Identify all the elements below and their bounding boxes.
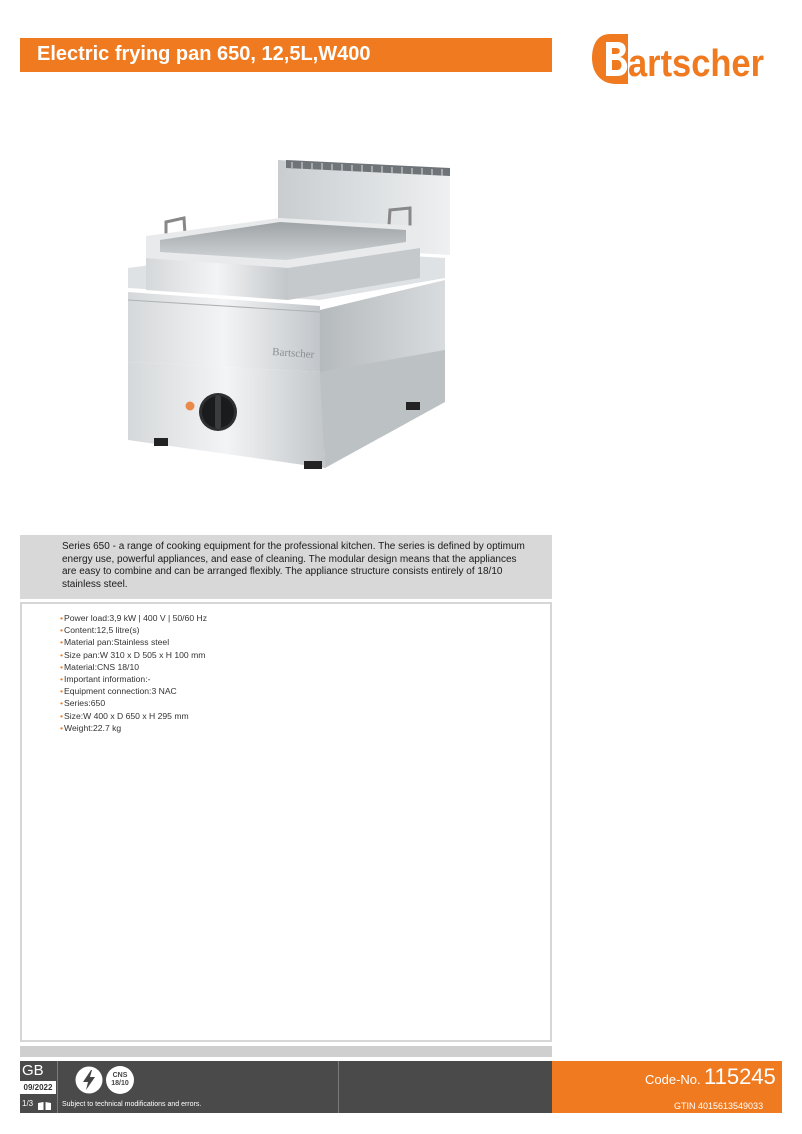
specifications-list [60,612,207,734]
disclaimer-text: Subject to technical modifications and errors. [62,1101,202,1108]
spec-item: •Equipment connection:3 NAC [60,686,177,697]
footer-separator [20,1046,552,1057]
bartscher-logo [588,28,768,88]
code-number-value: 115245 [704,1064,776,1089]
description-box [20,535,552,599]
electric-bolt-icon [75,1066,103,1094]
spec-item: •Important information:- [60,674,151,685]
product-image [120,150,460,480]
title-bar [20,38,552,72]
spec-item: •Material:CNS 18/10 [60,661,140,672]
product-nameplate: Bartscher [271,346,315,361]
product-description: Series 650 - a range of cooking equipment for the professional kitchen. The series is defined by optimum energy use, powerful appliances, and ease of cleaning. The modular design means that the appliances are easy to combine and can be arranged flexibly. The appliance structure consists entirely of 18/10 stainless steel. [62,541,525,590]
document-date: 09/2022 [20,1081,56,1094]
code-number-label: Code-No. [645,1072,701,1087]
page-number: 1/3 [22,1099,34,1108]
footer-divider [57,1061,58,1113]
gtin-number: GTIN 4015613549033 [674,1101,764,1111]
specifications-box [20,602,552,1042]
spec-item: •Series:650 [60,698,106,709]
spec-item: •Weight:22.7 kg [60,722,122,733]
spec-item: •Content:12,5 litre(s) [60,625,140,636]
cns-18-10-badge: CNS 18/10 [106,1066,134,1094]
spec-item: •Size:W 400 x D 650 x H 295 mm [60,710,189,721]
footer-divider [338,1061,339,1113]
spec-item: •Power load:3,9 kW | 400 V | 50/60 Hz [60,613,208,623]
svg-text:artscher: artscher [628,43,765,85]
spec-item: •Material pan:Stainless steel [60,637,170,648]
page-title: Electric frying pan 650, 12,5L,W400 [37,43,371,65]
spec-item: •Size pan:W 310 x D 505 x H 100 mm [60,649,206,660]
country-code: GB [22,1062,44,1079]
book-icon [38,1102,51,1110]
